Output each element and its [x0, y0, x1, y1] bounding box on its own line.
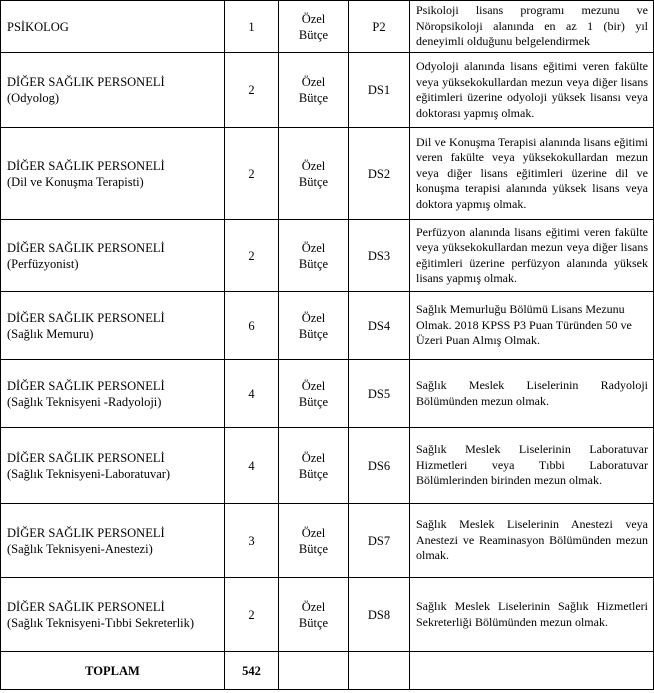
requirement-cell: Sağlık Meslek Liselerinin Laboratuvar Hizmetleri veya Tıbbi Laboratuvar Bölümlerinden birinden mezun olmak. — [410, 428, 654, 504]
budget-cell: Özel Bütçe — [279, 220, 349, 292]
requirement-cell: Sağlık Meslek Liselerinin Sağlık Hizmetleri Sekreterliği Bölümünden mezun olmak. — [410, 578, 654, 652]
count-cell: 2 — [225, 128, 279, 220]
position-cell — [1, 428, 225, 504]
count-cell: 1 — [225, 1, 279, 53]
count-cell: 4 — [225, 360, 279, 428]
position-title: DİĞER SAĞLIK PERSONELİ — [7, 158, 165, 173]
position-subtitle: (Sağlık Memuru) — [7, 326, 94, 341]
position-subtitle: (Sağlık Teknisyeni -Radyoloji) — [7, 394, 162, 409]
position-title: DİĞER SAĞLIK PERSONELİ — [7, 240, 165, 255]
table-row — [1, 1, 654, 53]
budget-cell: Özel Bütçe — [279, 428, 349, 504]
count-cell: 6 — [225, 292, 279, 360]
position-cell — [1, 53, 225, 128]
position-subtitle: (Perfüzyonist) — [7, 256, 79, 271]
budget-cell: Özel Bütçe — [279, 578, 349, 652]
code-cell: P2 — [349, 1, 410, 53]
position-subtitle: (Odyolog) — [7, 91, 60, 105]
position-title: DİĞER SAĞLIK PERSONELİ — [7, 450, 165, 465]
position-cell — [1, 220, 225, 292]
total-value: 542 — [225, 652, 279, 690]
code-cell: DS4 — [349, 292, 410, 360]
code-cell: DS8 — [349, 578, 410, 652]
budget-cell: Özel Bütçe — [279, 128, 349, 220]
table-row — [1, 292, 654, 360]
code-cell: DS2 — [349, 128, 410, 220]
budget-cell: Özel Bütçe — [279, 504, 349, 578]
count-cell: 4 — [225, 428, 279, 504]
position-cell — [1, 1, 225, 53]
code-cell: DS3 — [349, 220, 410, 292]
table-row — [1, 53, 654, 128]
count-cell: 2 — [225, 53, 279, 128]
code-cell: DS1 — [349, 53, 410, 128]
position-title: DİĞER SAĞLIK PERSONELİ — [7, 75, 165, 89]
position-cell — [1, 292, 225, 360]
empty-cell — [410, 652, 654, 690]
requirement-cell: Sağlık Meslek Liselerinin Radyoloji Bölümünden mezun olmak. — [410, 360, 654, 428]
budget-cell: Özel Bütçe — [279, 1, 349, 53]
position-subtitle: (Sağlık Teknisyeni-Anestezi) — [7, 541, 153, 556]
table-row — [1, 128, 654, 220]
table-row — [1, 504, 654, 578]
count-cell: 2 — [225, 220, 279, 292]
budget-cell: Özel Bütçe — [279, 53, 349, 128]
position-subtitle: (Sağlık Teknisyeni-Tıbbi Sekreterlik) — [7, 615, 195, 630]
requirement-cell: Dil ve Konuşma Terapisi alanında lisans eğitimi veren fakülte veya yüksekokullardan mezun veya diğer lisans eğitimleri üzerine dil ve konuşma terapisi alanında yüksek lisans veya doktora yapmış olmak. — [410, 128, 654, 220]
table-row — [1, 578, 654, 652]
requirement-cell: Odyoloji alanında lisans eğitimi veren fakülte veya yüksekokullardan mezun veya diğer lisans eğitimleri üzerine odyoloji yüksek lisansı veya doktorası yapmış olmak. — [410, 53, 654, 128]
position-title: DİĞER SAĞLIK PERSONELİ — [7, 525, 165, 540]
code-cell: DS6 — [349, 428, 410, 504]
position-title: DİĞER SAĞLIK PERSONELİ — [7, 310, 165, 325]
requirement-cell: Psikoloji lisans programı mezunu ve Nöropsikoloji alanında en az 1 (bir) yıl deneyimli olduğunu belgelendirmek — [410, 1, 654, 53]
table-row — [1, 220, 654, 292]
table-row — [1, 428, 654, 504]
position-cell — [1, 578, 225, 652]
position-title: DİĞER SAĞLIK PERSONELİ — [7, 599, 165, 614]
budget-cell: Özel Bütçe — [279, 292, 349, 360]
requirement-cell: Perfüzyon alanında lisans eğitimi veren fakülte veya yüksekokullardan mezun veya diğer lisans eğitimleri üzerine perfüzyon alanında yüksek lisans yapmış olmak. — [410, 220, 654, 292]
total-label: TOPLAM — [1, 652, 225, 690]
position-cell — [1, 504, 225, 578]
position-title: DİĞER SAĞLIK PERSONELİ — [7, 378, 165, 393]
position-subtitle: (Sağlık Teknisyeni-Laboratuvar) — [7, 466, 171, 481]
empty-cell — [349, 652, 410, 690]
table-row — [1, 360, 654, 428]
requirement-cell: Sağlık Meslek Liselerinin Anestezi veya Anestezi ve Reaminasyon Bölümünden mezun olmak. — [410, 504, 654, 578]
budget-cell: Özel Bütçe — [279, 360, 349, 428]
position-title: PSİKOLOG — [7, 19, 69, 34]
code-cell: DS5 — [349, 360, 410, 428]
count-cell: 2 — [225, 578, 279, 652]
code-cell: DS7 — [349, 504, 410, 578]
empty-cell — [279, 652, 349, 690]
position-cell — [1, 128, 225, 220]
position-cell — [1, 360, 225, 428]
requirement-cell: Sağlık Memurluğu Bölümü Lisans Mezunu Olmak. 2018 KPSS P3 Puan Türünden 50 ve Üzeri Puan Almış Olmak. — [410, 292, 654, 360]
total-row — [1, 652, 654, 690]
count-cell: 3 — [225, 504, 279, 578]
position-subtitle: (Dil ve Konuşma Terapisti) — [7, 174, 144, 189]
